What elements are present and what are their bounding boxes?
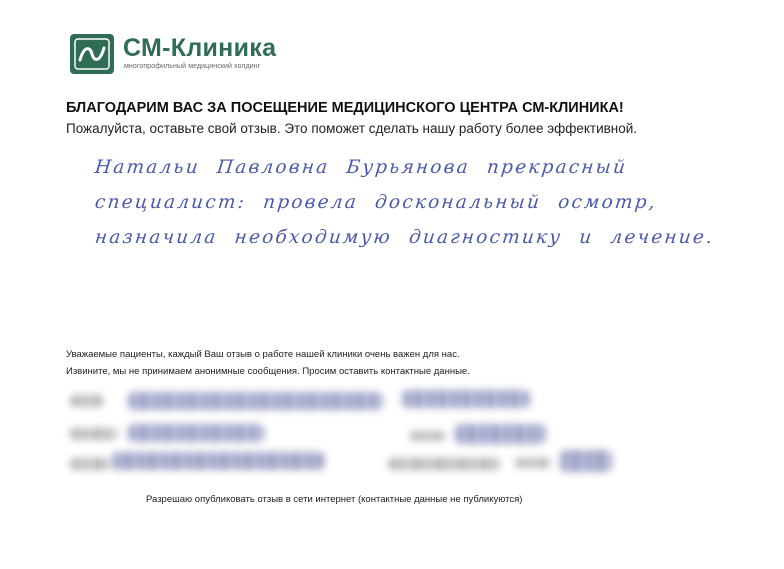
patient-notice xyxy=(66,346,470,380)
redacted-field-label xyxy=(410,431,446,441)
redacted-phone xyxy=(128,424,264,442)
page-title: БЛАГОДАРИМ ВАС ЗА ПОСЕЩЕНИЕ МЕДИЦИНСКОГО ЦЕНТРА СМ-КЛИНИКА! xyxy=(66,100,624,116)
redacted-signature xyxy=(455,424,545,444)
redacted-field-label xyxy=(70,428,118,440)
redacted-date xyxy=(388,458,500,470)
redacted-field-label xyxy=(70,395,104,407)
redacted-email xyxy=(112,452,324,470)
review-line: назначила необходимую диагностику и лечение. xyxy=(93,227,716,248)
review-line: Натальи Павловна Бурьянова прекрасный xyxy=(93,157,629,178)
redacted-field-label xyxy=(70,458,110,470)
handwritten-review xyxy=(95,150,715,255)
brand-tagline: многопрофильный медицинский холдинг xyxy=(124,63,261,70)
review-line: специалист: провела доскональный осмотр, xyxy=(93,192,658,213)
redacted-field-label xyxy=(515,458,551,468)
notice-line: Уважаемые пациенты, каждый Ваш отзыв о работе нашей клиники очень важен для нас. xyxy=(66,349,460,360)
clinic-logo-icon xyxy=(70,34,114,74)
publication-consent: Разрешаю опубликовать отзыв в сети интернет (контактные данные не публикуются) xyxy=(146,494,523,505)
brand-name: СМ-Клиника xyxy=(123,34,277,62)
page-subtitle: Пожалуйста, оставьте свой отзыв. Это поможет сделать нашу работу более эффективной. xyxy=(66,121,638,136)
redacted-name xyxy=(128,392,383,410)
notice-line: Извините, мы не принимаем анонимные сообщения. Просим оставить контактные данные. xyxy=(66,366,470,377)
redacted-signature xyxy=(560,450,612,472)
redacted-surname xyxy=(402,390,530,408)
